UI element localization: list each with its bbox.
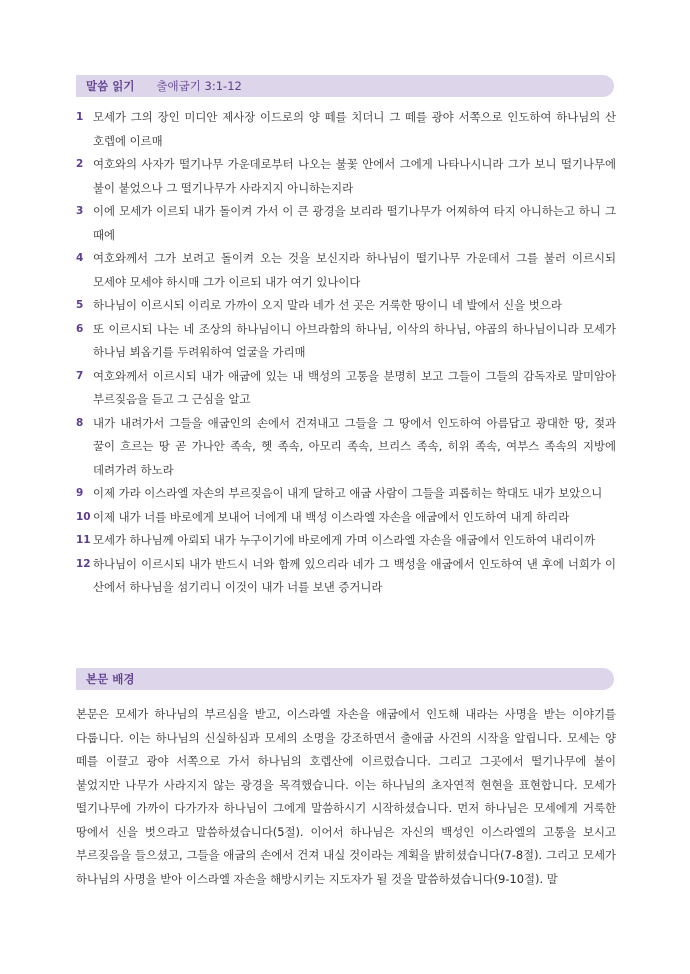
verse-item bbox=[76, 294, 616, 318]
verse-number: 12 bbox=[76, 557, 91, 570]
verse-text: 이제 가라 이스라엘 자손의 부르짖음이 내게 달하고 애굽 사람이 그들을 괴롭히는 학대도 내가 보았으니 bbox=[93, 486, 603, 500]
reading-section-label: 말씀 읽기 bbox=[86, 79, 135, 93]
verse-item bbox=[76, 200, 616, 247]
verse-number: 8 bbox=[76, 416, 84, 429]
verse-number: 1 bbox=[76, 111, 84, 123]
verse-text: 여호와께서 그가 보려고 돌이켜 오는 것을 보신지라 하나님이 떨기나무 가운데서 그를 불러 이르시되 모세야 모세야 하시매 그가 이르되 내가 여기 있나이다 bbox=[93, 251, 616, 289]
background-section-label: 본문 배경 bbox=[86, 672, 135, 686]
verse-text: 이에 모세가 이르되 내가 돌이켜 가서 이 큰 광경을 보리라 떨기나무가 어찌하여 타지 아니하는고 하니 그 때에 bbox=[93, 204, 616, 242]
verse-text: 하나님이 이르시되 내가 반드시 너와 함께 있으리라 네가 그 백성을 애굽에서 인도하여 낸 후에 너희가 이 산에서 하나님을 섬기리니 이것이 내가 너를 보낸 증거니라 bbox=[93, 556, 616, 594]
verse-number: 3 bbox=[76, 205, 84, 217]
verse-item bbox=[76, 482, 616, 506]
background-paragraph: 본문은 모세가 하나님의 부르심을 받고, 이스라엘 자손을 애굽에서 인도해 내라는 사명을 받는 이야기를 다룹니다. 이는 하나님의 신실하심과 모세의 소명을 강조하면서 출애굽 사건의 시작을 알립니다. 모세는 양 떼를 이끌고 광야 서쪽으로 가서 하나님의 호렙산에 이르렀습니다. 그리고 그곳에서 떨기나무에 불이 붙었지만 나무가 사라지지 않는 광경을 목격했습니다. 이는 하나님의 초자연적 현현을 표현합니다. 모세가 떨기나무에 가까이 다가가자 하나님이 그에게 말씀하시기 시작하셨습니다. 먼저 하나님은 모세에게 거룩한 땅에서 신을 벗으라고 말씀하셨습니다(5절). 이어서 하나님은 자신의 백성인 이스라엘의 고통을 보시고 부르짖음을 들으셨고, 그들을 애굽의 손에서 건져 내실 것이라는 계획을 밝히셨습니다(7-8절). 그리고 모세가 하나님의 사명을 받아 이스라엘 자손을 해방시키는 지도자가 될 것을 말씀하셨습니다(9-10절). 말 bbox=[76, 707, 616, 886]
verse-item bbox=[76, 553, 616, 600]
verse-number: 11 bbox=[76, 534, 91, 546]
verse-item bbox=[76, 106, 616, 153]
verse-text: 여호와의 사자가 떨기나무 가운데로부터 나오는 불꽃 안에서 그에게 나타나시니라 그가 보니 떨기나무에 불이 붙었으나 그 떨기나무가 사라지지 아니하는지라 bbox=[93, 157, 616, 195]
scripture-reference: 출애굽기 3:1-12 bbox=[156, 79, 242, 93]
verse-text: 여호와께서 이르시되 내가 애굽에 있는 내 백성의 고통을 분명히 보고 그들이 그들의 감독자로 말미암아 부르짖음을 듣고 그 근심을 알고 bbox=[93, 368, 616, 406]
verse-item bbox=[76, 153, 616, 200]
verse-number: 9 bbox=[76, 487, 84, 499]
verse-number: 4 bbox=[76, 252, 84, 264]
verse-item bbox=[76, 247, 616, 294]
verse-text: 내가 내려가서 그들을 애굽인의 손에서 건져내고 그들을 그 땅에서 인도하여 아름답고 광대한 땅, 젖과 꿀이 흐르는 땅 곧 가나안 족속, 헷 족속, 아모리 족속, 브리스 족속, 히위 족속, 여부스 족속의 지방에 데려가려 하노라 bbox=[93, 415, 616, 477]
verse-text: 모세가 그의 장인 미디안 제사장 이드로의 양 떼를 치더니 그 떼를 광야 서쪽으로 인도하여 하나님의 산 호렙에 이르매 bbox=[93, 110, 616, 148]
reading-section-header bbox=[76, 75, 614, 97]
verse-item bbox=[76, 318, 616, 365]
verse-text: 또 이르시되 나는 네 조상의 하나님이니 아브라함의 하나님, 이삭의 하나님, 야곱의 하나님이니라 모세가 하나님 뵈옵기를 두려워하여 얼굴을 가리매 bbox=[93, 321, 616, 359]
verse-number: 10 bbox=[76, 510, 91, 523]
verse-text: 하나님이 이르시되 이리로 가까이 오지 말라 네가 선 곳은 거룩한 땅이니 네 발에서 신을 벗으라 bbox=[93, 298, 562, 312]
verse-item bbox=[76, 529, 616, 553]
verse-number: 7 bbox=[76, 369, 84, 382]
verse-text: 이제 내가 너를 바로에게 보내어 너에게 내 백성 이스라엘 자손을 애굽에서 인도하여 내게 하리라 bbox=[93, 509, 570, 524]
verse-number: 5 bbox=[76, 299, 84, 311]
verse-text: 모세가 하나님께 아뢰되 내가 누구이기에 바로에게 가며 이스라엘 자손을 애굽에서 인도하여 내리이까 bbox=[93, 533, 595, 547]
verse-item bbox=[76, 506, 616, 530]
verse-list bbox=[76, 106, 616, 600]
verse-item bbox=[76, 412, 616, 483]
verse-number: 6 bbox=[76, 322, 84, 335]
verse-item bbox=[76, 365, 616, 412]
verse-number: 2 bbox=[76, 158, 84, 170]
background-section-header bbox=[76, 668, 614, 690]
